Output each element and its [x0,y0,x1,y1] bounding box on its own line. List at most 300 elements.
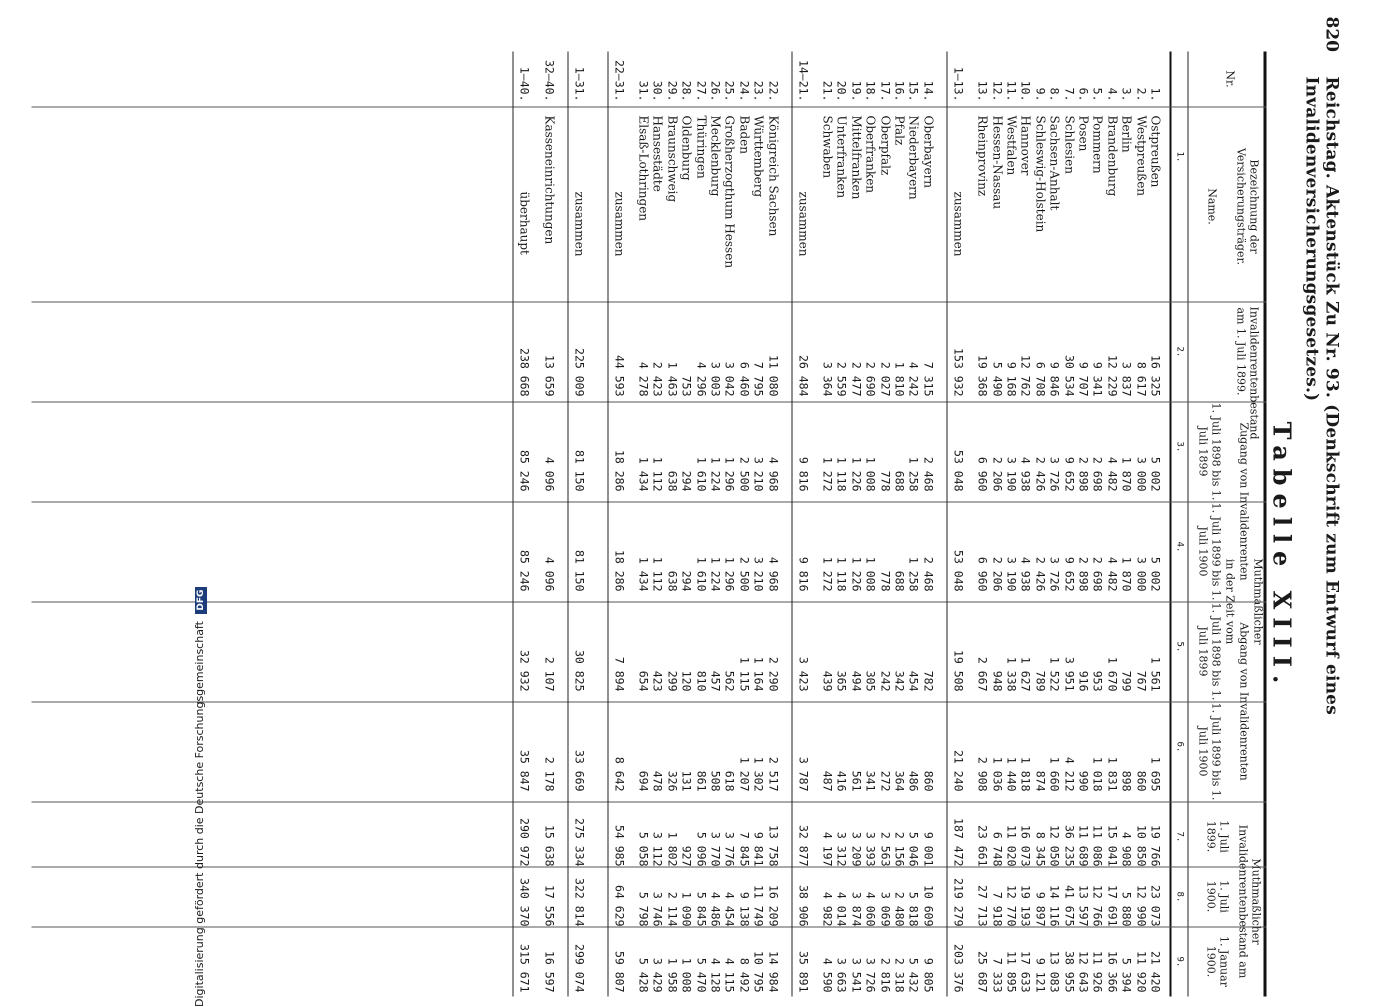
cell-value: 341 [863,770,878,792]
digitization-credit [193,7,207,1007]
cell-value: 12 770 [1004,884,1019,927]
cell-value: 423 [650,670,665,692]
cell-value: 5 880 [1119,891,1134,927]
cell-value: 778 [878,470,893,492]
cell-value: 4 278 [636,361,651,397]
row-number: 6. [1076,87,1091,102]
cell-value: 25 687 [975,950,990,993]
row-name: Westpreußen [1134,115,1149,197]
cell-value: 10 795 [751,950,766,993]
cell-value: 4 060 [863,891,878,927]
cell-value: 3 663 [834,957,849,993]
cell-value: 1 008 [679,957,694,993]
cell-value: 1 296 [722,456,737,492]
cell-value: 9 816 [796,456,811,492]
cell-value: 6 460 [737,361,752,397]
zugang-header: Zugang von Invalidenrenten [1237,422,1251,581]
cell-value: 1 296 [722,556,737,592]
cell-value: 9 168 [1004,361,1019,397]
cell-value: 9 816 [796,556,811,592]
row-name: Rheinprovinz [975,115,990,197]
cell-value: 9 001 [921,831,936,867]
table-row [990,52,1004,997]
row-number: 29. [665,80,680,102]
column-index: 6. [1174,741,1185,753]
cell-value: 990 [1076,770,1091,792]
cell-value: 35 847 [517,749,532,792]
cell-value: 948 [990,670,1005,692]
cell-value: 131 [679,770,694,792]
cell-value: 561 [849,770,864,792]
cell-value: 4 908 [1119,831,1134,867]
table-row [951,52,965,997]
cell-value: 1 610 [694,556,709,592]
row-name: Großherzogthum Hessen [722,115,737,269]
cell-value: 638 [665,570,680,592]
cell-value: 5 818 [906,891,921,927]
cell-value: 12 050 [1047,824,1062,867]
cell-value: 953 [1090,670,1105,692]
table-row [821,52,835,997]
cell-value: 1 224 [708,556,723,592]
cell-value: 861 [694,770,709,792]
cell-value: 53 048 [951,549,966,592]
cell-value: 30 534 [1062,354,1077,397]
cell-value: 9 138 [737,891,752,927]
abgang-header: Abgang von Invalidenrenten [1237,622,1251,781]
cell-value: 9 841 [751,831,766,867]
row-number: 23. [751,80,766,102]
cell-value: 1 434 [636,456,651,492]
row-name: Berlin [1119,115,1134,153]
cell-value: 3 190 [1004,456,1019,492]
cell-value: 242 [878,670,893,692]
cell-value: 2 156 [892,831,907,867]
cell-value: 3 776 [722,831,737,867]
cell-value: 11 086 [1090,824,1105,867]
col-name-sub: Name. [1205,188,1219,225]
cell-value: 9 897 [1033,891,1048,927]
dfg-logo: DFG [195,587,207,614]
cell-value: 4 115 [722,957,737,993]
column-index: 9. [1174,956,1185,968]
cell-value: 1 434 [636,556,651,592]
cell-value: 2 698 [1090,556,1105,592]
cell-value: 11 689 [1076,824,1091,867]
cell-value: 16 366 [1105,950,1120,993]
cell-value: 5 845 [694,891,709,927]
row-number: 32—40. [542,59,557,102]
table-row [1033,52,1047,997]
cell-value: 5 002 [1148,556,1163,592]
row-number: 25. [722,80,737,102]
row-number: 1—13. [951,66,966,102]
row-number: 28. [679,80,694,102]
row-name: Elsaß-Lothringen [636,115,651,222]
cell-value: 64 629 [612,884,627,927]
row-number: 8. [1047,87,1062,102]
row-name: überhaupt [517,191,532,255]
table-row [1005,52,1019,997]
cell-value: 2 178 [542,756,557,792]
row-number: 30. [650,80,665,102]
cell-value: 3 069 [878,891,893,927]
cell-value: 2 517 [766,756,781,792]
cell-value: 1 463 [665,361,680,397]
cell-value: 81 150 [572,549,587,592]
cell-value: 275 334 [572,818,587,867]
row-name: Schwaben [820,115,835,179]
cell-value: 860 [921,770,936,792]
cell-value: 11 749 [751,884,766,927]
row-number: 16. [892,80,907,102]
cell-value: 12 229 [1105,354,1120,397]
cell-value: 1 810 [892,361,907,397]
row-name: Oberpfalz [878,115,893,176]
cell-value: 9 846 [1047,361,1062,397]
cell-value: 4 982 [820,891,835,927]
cell-value: 2 426 [1033,456,1048,492]
cell-value: 1 090 [679,891,694,927]
col8-header: 1. Juli 1900. [1204,880,1231,913]
row-name: Württemberg [751,115,766,198]
cell-value: 14 116 [1047,884,1062,927]
cell-value: 1 610 [694,456,709,492]
cell-value: 10 609 [921,884,936,927]
table-row [680,52,694,997]
cell-value: 1 522 [1047,656,1062,692]
cell-value: 16 325 [1148,354,1163,397]
cell-value: 12 762 [1018,354,1033,397]
cell-value: 478 [650,770,665,792]
cell-value: 898 [1119,770,1134,792]
cell-value: 2 690 [863,361,878,397]
row-name: Hannover [1018,115,1033,176]
table-row [572,52,586,997]
cell-value: 33 669 [572,749,587,792]
cell-value: 3 364 [820,361,835,397]
col-name-header: Bezeichnung der Versicherungsträger. [1234,147,1261,266]
cell-value: 16 073 [1018,824,1033,867]
cell-value: 7 795 [751,361,766,397]
cell-value: 4 482 [1105,456,1120,492]
cell-value: 17 633 [1018,950,1033,993]
cell-value: 27 713 [975,884,990,927]
cell-value: 3 393 [863,831,878,867]
cell-value: 3 190 [1004,556,1019,592]
cell-value: 916 [1076,670,1091,692]
cell-value: 290 972 [517,818,532,867]
cell-value: 299 074 [572,944,587,993]
cell-value: 4 454 [722,891,737,927]
cell-value: 1 164 [751,656,766,692]
row-name: zusammen [612,191,627,257]
cell-value: 1 660 [1047,756,1062,792]
cell-value: 2 107 [542,656,557,692]
cell-value: 13 083 [1047,950,1062,993]
table-row [518,52,532,997]
cell-value: 2 318 [892,957,907,993]
cell-value: 14 984 [766,950,781,993]
cell-value: 1 112 [650,456,665,492]
cell-value: 2 698 [1090,456,1105,492]
cell-value: 487 [820,770,835,792]
running-title: Reichstag. Aktenstück Zu Nr. 93. (Denkschrift zum Entwurf eines Invalidenversicherungsgesetzes.) [1301,76,1342,715]
cell-value: 778 [878,570,893,592]
cell-value: 315 671 [517,944,532,993]
cell-value: 3 746 [650,891,665,927]
table-row [921,52,935,997]
cell-value: 4 212 [1062,756,1077,792]
cell-value: 799 [1119,670,1134,692]
cell-value: 1 207 [737,756,752,792]
cell-value: 2 027 [878,361,893,397]
cell-value: 2 468 [921,456,936,492]
cell-value: 54 985 [612,824,627,867]
cell-value: 187 472 [951,818,966,867]
col7-group-header: Muthmaßlicher Invalidenrentenbestand am [1236,824,1263,979]
cell-value: 203 376 [951,944,966,993]
table-row [694,52,708,997]
cell-value: 789 [1033,670,1048,692]
cell-value: 508 [708,770,723,792]
cell-value: 1 802 [665,831,680,867]
table-row [1091,52,1105,997]
row-name: Pfalz [892,115,907,146]
row-name: Sachsen-Anhalt [1047,115,1062,211]
cell-value: 5 798 [636,891,651,927]
cell-value: 782 [921,670,936,692]
cell-value: 23 073 [1148,884,1163,927]
col-bestand-header: Invalidenrentenbestand am 1. Juli 1899. [1234,306,1261,440]
cell-value: 5 428 [636,957,651,993]
cell-value: 3 951 [1062,656,1077,692]
cell-value: 13 597 [1076,884,1091,927]
cell-value: 5 058 [636,831,651,867]
cell-value: 4 968 [766,456,781,492]
cell-value: 9 121 [1033,957,1048,993]
col5-header: 1. Juli 1898 bis 1. Juli 1899 [1196,602,1223,701]
cell-value: 1 561 [1148,656,1163,692]
row-number: 13. [975,80,990,102]
cell-value: 439 [820,670,835,692]
cell-value: 6 960 [975,556,990,592]
row-name: Hansestädte [650,115,665,192]
page-number: 820 [1321,16,1342,52]
cell-value: 11 920 [1134,950,1149,993]
cell-value: 1 118 [834,456,849,492]
row-name: Westfalen [1004,115,1019,176]
cell-value: 1 627 [1018,656,1033,692]
cell-value: 4 242 [906,361,921,397]
row-name: Mecklenburg [708,115,723,197]
cell-value: 3 312 [834,831,849,867]
row-name: Kasseneinrichtungen [542,115,557,245]
row-number: 21. [820,80,835,102]
cell-value: 7 333 [990,957,1005,993]
cell-value: 19 368 [975,354,990,397]
cell-value: 5 432 [906,957,921,993]
row-name: Oberfranken [863,115,878,194]
row-number: 27. [694,80,709,102]
cell-value: 3 423 [796,656,811,692]
col9-header: 1. Januar 1900. [1204,936,1231,987]
cell-value: 342 [892,670,907,692]
cell-value: 1 831 [1105,756,1120,792]
cell-value: 1 008 [863,456,878,492]
cell-value: 8 492 [737,957,752,993]
table-row [612,52,626,997]
row-name: Oldenburg [679,115,694,181]
cell-value: 38 906 [796,884,811,927]
row-number: 26. [708,80,723,102]
cell-value: 13 758 [766,824,781,867]
row-number: 2. [1134,87,1149,102]
cell-value: 19 508 [951,649,966,692]
cell-value: 810 [694,670,709,692]
col4-header: 1. Juli 1899 bis 1. Juli 1900 [1196,502,1223,601]
table-row [1048,52,1062,997]
cell-value: 1 670 [1105,656,1120,692]
table-row [651,52,665,997]
row-number: 17. [878,80,893,102]
cell-value: 8 617 [1134,361,1149,397]
column-index: 2. [1174,346,1185,358]
table-title: Tabelle XIII. [1267,421,1297,692]
cell-value: 2 816 [878,957,893,993]
table-row [796,52,810,997]
cell-value: 11 926 [1090,950,1105,993]
row-name: Schleswig-Holstein [1033,115,1048,233]
cell-value: 3 209 [849,831,864,867]
row-number: 5. [1090,87,1105,102]
row-number: 14—21. [796,59,811,102]
row-name: zusammen [796,191,811,257]
table-row [864,52,878,997]
row-number: 3. [1119,87,1134,102]
cell-value: 753 [679,375,694,397]
row-name: Schlesien [1062,115,1077,174]
column-index: 3. [1174,441,1185,453]
cell-value: 1 258 [906,556,921,592]
col6-header: 1. Juli 1899 bis 1. Juli 1900 [1196,702,1223,801]
cell-value: 238 668 [517,348,532,397]
column-index: 1. [1174,151,1185,163]
cell-value: 225 009 [572,348,587,397]
cell-value: 9 341 [1090,361,1105,397]
table-row [878,52,892,997]
cell-value: 36 235 [1062,824,1077,867]
cell-value: 2 898 [1076,556,1091,592]
data-table [32,52,1267,997]
cell-value: 2 563 [878,831,893,867]
page-header [1301,16,1342,997]
cell-value: 364 [892,770,907,792]
table-row [1019,52,1033,997]
cell-value: 5 046 [906,831,921,867]
cell-value: 3 210 [751,556,766,592]
cell-value: 2 423 [650,361,665,397]
cell-value: 927 [679,845,694,867]
cell-value: 7 918 [990,891,1005,927]
cell-value: 4 590 [820,957,835,993]
column-index: 5. [1174,641,1185,653]
cell-value: 30 825 [572,649,587,692]
row-name: Thüringen [694,115,709,179]
cell-value: 7 845 [737,831,752,867]
table-row [542,52,556,997]
row-number: 18. [863,80,878,102]
cell-value: 1 008 [863,556,878,592]
cell-value: 3 210 [751,456,766,492]
row-number: 24. [737,80,752,102]
cell-value: 9 707 [1076,361,1091,397]
cell-value: 4 014 [834,891,849,927]
table-row [737,52,751,997]
cell-value: 494 [849,670,864,692]
cell-value: 688 [892,470,907,492]
cell-value: 8 345 [1033,831,1048,867]
cell-value: 35 891 [796,950,811,993]
cell-value: 2 468 [921,556,936,592]
cell-value: 454 [906,670,921,692]
cell-value: 294 [679,470,694,492]
cell-value: 1 018 [1090,756,1105,792]
row-name: Oberbayern [921,115,936,189]
cell-value: 5 394 [1119,957,1134,993]
cell-value: 1 272 [820,456,835,492]
cell-value: 2 114 [665,891,680,927]
cell-value: 7 894 [612,656,627,692]
cell-value: 2 426 [1033,556,1048,592]
column-index: 7. [1174,831,1185,843]
row-name: Pommern [1090,115,1105,174]
row-name: Braunschweig [665,115,680,203]
cell-value: 17 691 [1105,884,1120,927]
cell-value: 6 960 [975,456,990,492]
cell-value: 305 [863,670,878,692]
row-name: Niederbayern [906,115,921,200]
cell-value: 4 482 [1105,556,1120,592]
cell-value: 19 193 [1018,884,1033,927]
cell-value: 767 [1134,670,1149,692]
cell-value: 8 642 [612,756,627,792]
cell-value: 19 766 [1148,824,1163,867]
cell-value: 2 206 [990,456,1005,492]
cell-value: 1 118 [834,556,849,592]
cell-value: 4 968 [766,556,781,592]
cell-value: 486 [906,770,921,792]
row-number: 11. [1004,80,1019,102]
row-number: 15. [906,80,921,102]
cell-value: 457 [708,670,723,692]
cell-value: 1 302 [751,756,766,792]
table-row [709,52,723,997]
table-row [835,52,849,997]
cell-value: 2 559 [834,361,849,397]
row-number: 12. [990,80,1005,102]
cell-value: 2 477 [849,361,864,397]
cell-value: 219 279 [951,878,966,927]
table-row [723,52,737,997]
cell-value: 3 874 [849,891,864,927]
cell-value: 5 096 [694,831,709,867]
row-name: Brandenburg [1105,115,1120,197]
row-number: 22. [766,80,781,102]
cell-value: 4 128 [708,957,723,993]
cell-value: 120 [679,670,694,692]
row-number: 22—31. [612,59,627,102]
